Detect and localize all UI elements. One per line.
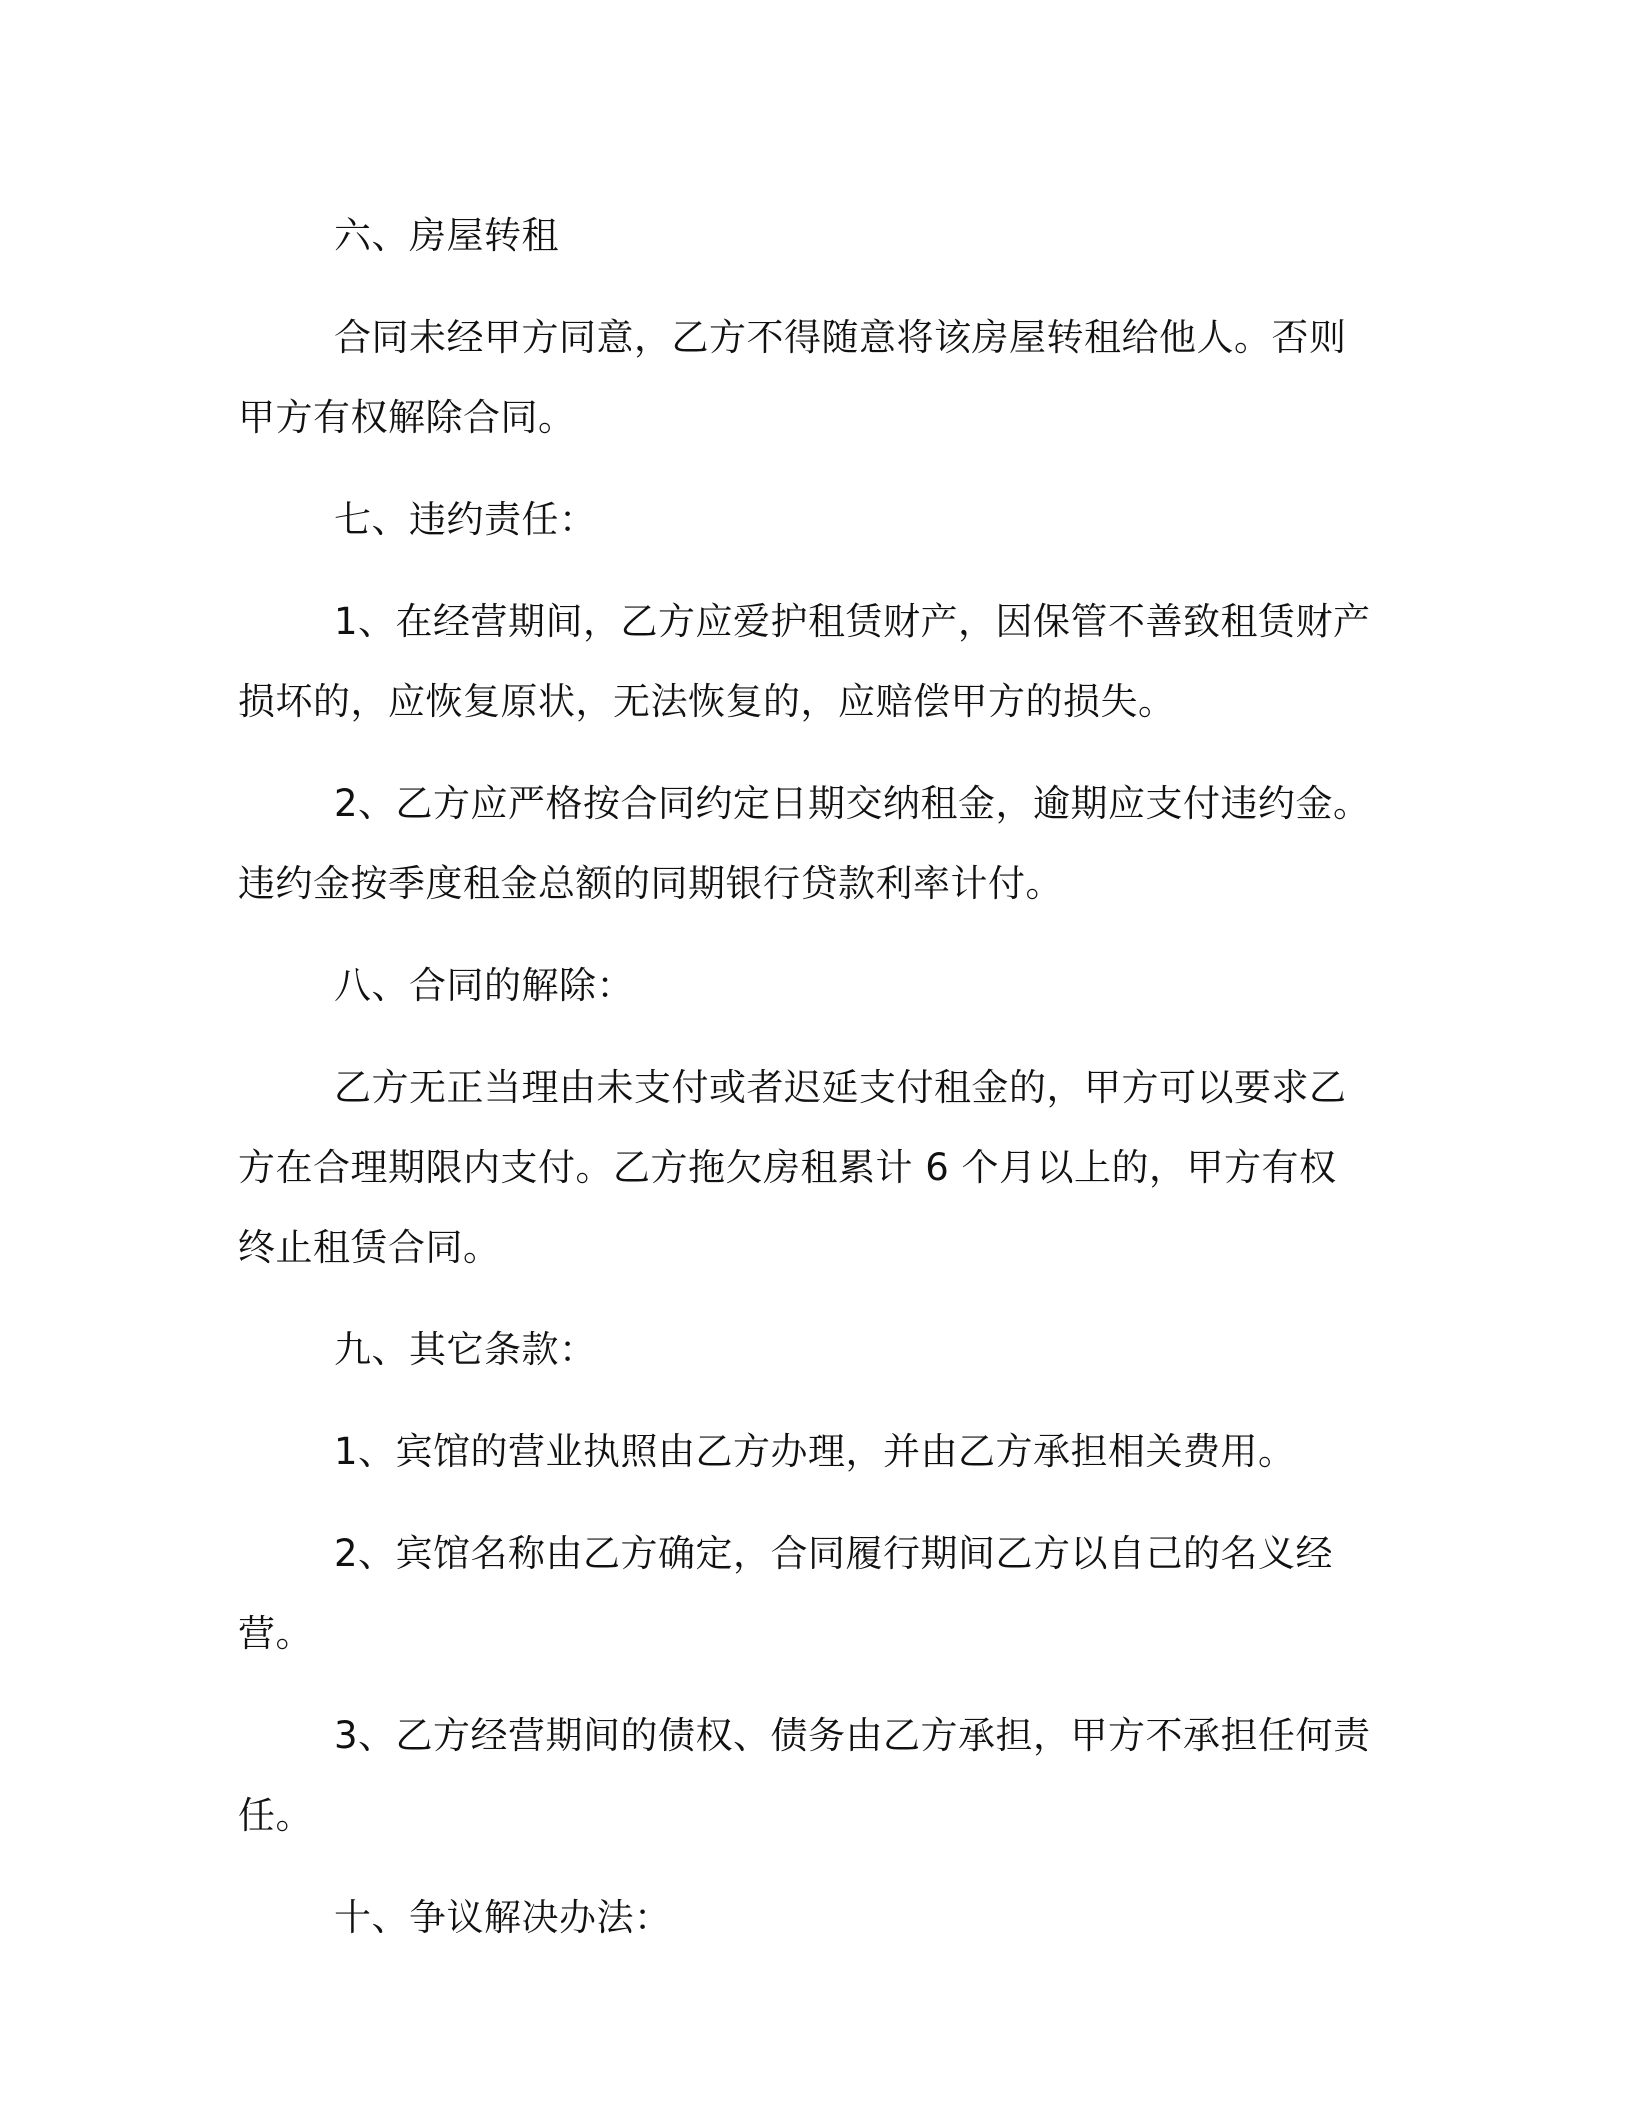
section-heading-sublease: 六、房屋转租 bbox=[334, 214, 559, 257]
section-heading-termination: 八、合同的解除： bbox=[334, 964, 634, 1007]
section-heading-other-terms: 九、其它条款： bbox=[334, 1328, 597, 1371]
other-terms-clause-1: 1、宾馆的营业执照由乙方办理，并由乙方承担相关费用。 bbox=[334, 1430, 1296, 1473]
sublease-clause: 合同未经甲方同意，乙方不得随意将该房屋转租给他人。否则甲方有权解除合同。 bbox=[238, 316, 1347, 439]
termination-clause: 乙方无正当理由未支付或者迟延支付租金的，甲方可以要求乙方在合理期限内支付。乙方拖欠房租累计 6 个月以上的，甲方有权终止租赁合同。 bbox=[238, 1066, 1347, 1269]
other-terms-clause-2: 2、宾馆名称由乙方确定，合同履行期间乙方以自己的名义经营。 bbox=[238, 1532, 1334, 1655]
liability-clause-1: 1、在经营期间，乙方应爱护租赁财产，因保管不善致租赁财产损坏的，应恢复原状，无法恢复的，应赔偿甲方的损失。 bbox=[238, 600, 1371, 723]
section-heading-liability: 七、违约责任： bbox=[334, 498, 597, 541]
document-body bbox=[238, 196, 1372, 1958]
other-terms-clause-3: 3、乙方经营期间的债权、债务由乙方承担，甲方不承担任何责任。 bbox=[238, 1714, 1371, 1837]
section-heading-dispute-resolution: 十、争议解决办法： bbox=[334, 1896, 672, 1939]
liability-clause-2: 2、乙方应严格按合同约定日期交纳租金，逾期应支付违约金。违约金按季度租金总额的同期银行贷款利率计付。 bbox=[238, 782, 1371, 905]
